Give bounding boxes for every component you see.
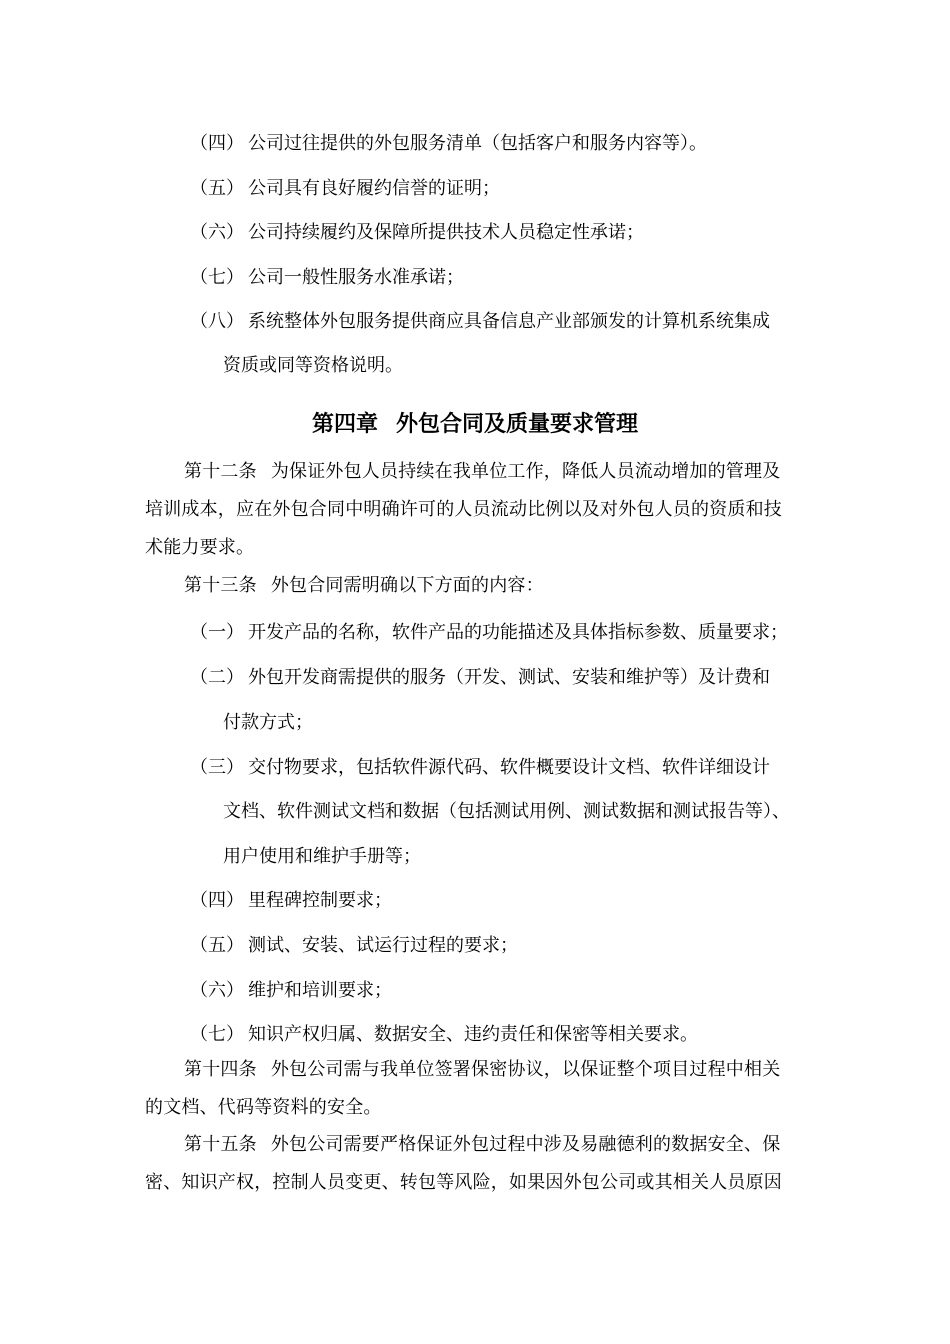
list-item-number: （五） <box>190 178 244 199</box>
list-item-text: 测试、安装、试运行过程的要求； <box>248 935 518 956</box>
list-item-text: 知识产权归属、数据安全、违约责任和保密等相关要求。 <box>248 1024 698 1045</box>
article-12-line-2: 培训成本，应在外包合同中明确许可的人员流动比例以及对外包人员的资质和技 <box>145 499 782 520</box>
list-item-text: 公司一般性服务水准承诺； <box>248 267 464 288</box>
chapter-number: 第四章 <box>311 412 378 437</box>
list-item-text: 公司具有良好履约信誉的证明； <box>248 178 500 199</box>
list-item-number: （二） <box>190 667 244 688</box>
list-item <box>190 311 770 333</box>
list-item-text: 维护和培训要求； <box>248 980 392 1001</box>
list-item <box>190 757 770 779</box>
list-item-text: 开发产品的名称，软件产品的功能描述及具体指标参数、质量要求； <box>248 622 788 643</box>
chapter-heading <box>0 411 950 439</box>
list-item-continuation: 资质或同等资格说明。 <box>223 355 403 376</box>
list-item-number: （四） <box>190 133 244 154</box>
article-14-line-1: 第十四条 外包公司需与我单位签署保密协议，以保证整个项目过程中相关 <box>184 1059 781 1080</box>
article-13: 第十三条 外包合同需明确以下方面的内容： <box>184 575 544 596</box>
list-item <box>190 622 788 644</box>
list-item-number: （五） <box>190 935 244 956</box>
list-item-number: （七） <box>190 267 244 288</box>
list-item <box>190 133 707 155</box>
article-14-line-2: 的文档、代码等资料的安全。 <box>145 1097 382 1118</box>
list-item-continuation: 付款方式； <box>223 712 313 733</box>
list-item <box>190 935 518 957</box>
list-item <box>190 667 770 689</box>
article-12-line-1: 第十二条 为保证外包人员持续在我单位工作，降低人员流动增加的管理及 <box>184 461 781 482</box>
list-item <box>190 267 464 289</box>
list-item-number: （六） <box>190 222 244 243</box>
article-15-line-1: 第十五条 外包公司需要严格保证外包过程中涉及易融德利的数据安全、保 <box>184 1134 781 1155</box>
article-15-line-2: 密、知识产权，控制人员变更、转包等风险，如果因外包公司或其相关人员原因 <box>145 1172 782 1193</box>
list-item-text: 外包开发商需提供的服务（开发、测试、安装和维护等）及计费和 <box>248 667 770 688</box>
chapter-title: 外包合同及质量要求管理 <box>396 412 639 437</box>
list-item-number: （四） <box>190 890 244 911</box>
list-item-text: 公司持续履约及保障所提供技术人员稳定性承诺； <box>248 222 644 243</box>
list-item-text: 交付物要求，包括软件源代码、软件概要设计文档、软件详细设计 <box>248 757 770 778</box>
list-item <box>190 890 392 912</box>
list-item-number: （七） <box>190 1024 244 1045</box>
list-item <box>190 222 644 244</box>
list-item <box>190 178 500 200</box>
list-item-text: 里程碑控制要求； <box>248 890 392 911</box>
article-12-line-3: 术能力要求。 <box>145 537 255 558</box>
list-item-number: （八） <box>190 311 244 332</box>
list-item-number: （六） <box>190 980 244 1001</box>
list-item <box>190 1024 698 1046</box>
list-item-number: （一） <box>190 622 244 643</box>
list-item-continuation: 文档、软件测试文档和数据（包括测试用例、测试数据和测试报告等）、 <box>223 801 790 822</box>
article-label: 第十五条 <box>184 1134 257 1155</box>
article-label: 第十二条 <box>184 461 257 482</box>
list-item-text: 系统整体外包服务提供商应具备信息产业部颁发的计算机系统集成 <box>248 311 770 332</box>
list-item <box>190 980 392 1002</box>
list-item-continuation: 用户使用和维护手册等； <box>223 846 421 867</box>
list-item-text: 公司过往提供的外包服务清单（包括客户和服务内容等）。 <box>248 133 707 154</box>
article-label: 第十三条 <box>184 575 257 596</box>
article-label: 第十四条 <box>184 1059 257 1080</box>
list-item-number: （三） <box>190 757 244 778</box>
